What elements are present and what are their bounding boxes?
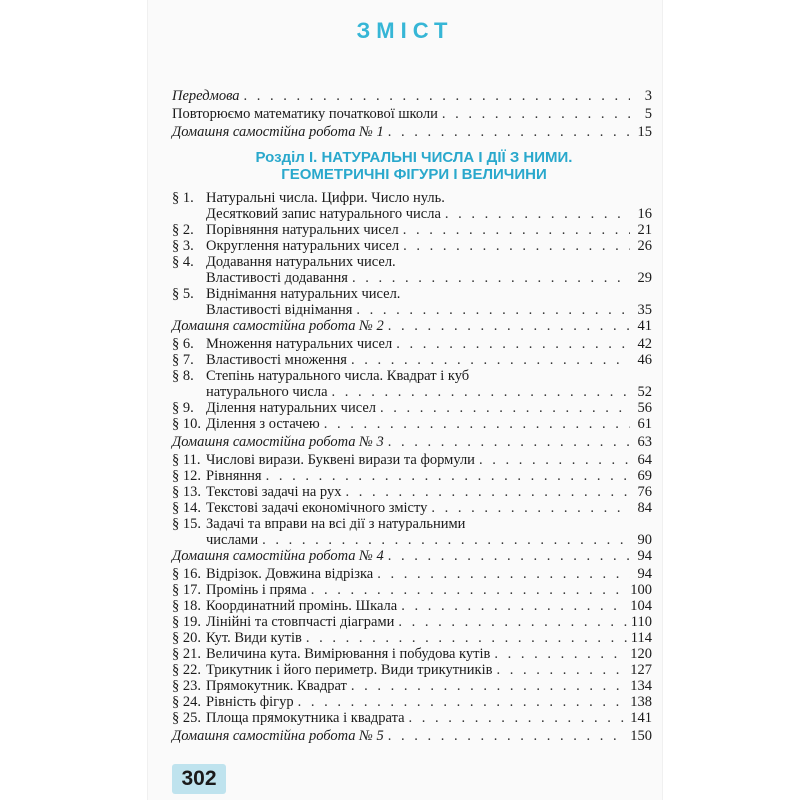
toc-entry-page: 15 [637,124,652,140]
dot-leader [403,238,630,254]
toc-entry-page: 138 [630,694,652,710]
toc-entry-title: Домашня самостійна робота № 1 [172,124,384,140]
toc-entry-title: Домашня самостійна робота № 5 [172,728,384,744]
toc-entry-title: Віднімання натуральних чисел. [206,286,401,302]
toc-entry-page: 150 [630,728,652,744]
section-number: § 14. [172,500,201,516]
dot-leader [351,678,626,694]
section-number: § 19. [172,614,201,630]
toc-entry-page: 114 [630,630,652,646]
toc-entry-title: Передмова [172,88,240,104]
dot-leader [388,124,630,140]
toc-entry-page: 29 [637,270,652,286]
toc-entry-page: 127 [630,662,652,678]
dot-leader [496,662,626,678]
dot-leader [298,694,627,710]
toc-entry-page: 90 [637,532,652,548]
toc-entry-title: Трикутник і його периметр. Види трикутників [206,662,493,678]
toc-entry-title: Задачі та вправи на всі дії з натуральними [206,516,466,532]
toc-entry-title: Прямокутник. Квадрат [206,678,347,694]
section-heading-line1: Розділ І. НАТУРАЛЬНІ ЧИСЛА І ДІЇ З НИМИ. [255,149,573,166]
dot-leader [401,598,626,614]
section-number: § 15. [172,516,201,532]
toc-entry-title-cont: Властивості додавання [206,270,348,286]
toc-entry-title: Координатний промінь. Шкала [206,598,398,614]
toc-entry-title: Кут. Види кутів [206,630,302,646]
toc-entry-page: 26 [637,238,652,254]
dot-leader [388,434,630,450]
toc-entry-page: 141 [630,710,652,726]
dot-leader [396,336,630,352]
section-number: § 12. [172,468,201,484]
section-number: § 7. [172,352,194,368]
toc-entry-page: 61 [637,416,652,432]
toc-entry-page: 104 [630,598,652,614]
dot-leader [388,548,630,564]
toc-entry-title: Степінь натурального числа. Квадрат і куб [206,368,470,384]
toc-entry-page: 84 [637,500,652,516]
dot-leader [403,222,630,238]
section-number: § 3. [172,238,194,254]
dot-leader [345,484,630,500]
section-number: § 10. [172,416,201,432]
dot-leader [352,270,630,286]
toc-entry-title: Натуральні числа. Цифри. Число нуль. [206,190,445,206]
page-title: ЗМІСТ [356,18,454,43]
dot-leader [442,106,630,122]
section-number: § 5. [172,286,194,302]
toc-entry-title: Домашня самостійна робота № 4 [172,548,384,564]
toc-entry-title: Відрізок. Довжина відрізка [206,566,374,582]
toc-entry-title: Числові вирази. Буквені вирази та формули [206,452,475,468]
toc-entry-page: 120 [630,646,652,662]
toc-entry-page: 76 [637,484,652,500]
toc-entry-title: Домашня самостійна робота № 3 [172,434,384,450]
dot-leader [479,452,630,468]
toc-entry-title: Лінійні та стовпчасті діаграми [206,614,395,630]
dot-leader [262,532,630,548]
section-number: § 1. [172,190,194,206]
section-number: § 18. [172,598,201,614]
toc-entry-title: Промінь і пряма [206,582,307,598]
dot-leader [494,646,626,662]
toc-entry-title: Властивості множення [206,352,347,368]
dot-leader [377,566,630,582]
page-number: 302 [172,764,226,794]
dot-leader [380,400,630,416]
section-number: § 23. [172,678,201,694]
toc-entry-page: 100 [630,582,652,598]
dot-leader [431,500,630,516]
dot-leader [332,384,630,400]
toc-entry-title-cont: натурального числа [206,384,328,400]
toc-entry-page: 5 [644,106,652,122]
toc-entry-page: 21 [637,222,652,238]
toc-entry-title: Рівняння [206,468,262,484]
toc-entry-title-cont: Десятковий запис натурального числа [206,206,441,222]
toc-entry-title: Додавання натуральних чисел. [206,254,396,270]
section-number: § 11. [172,452,201,468]
toc-entry-page: 63 [637,434,652,450]
toc-entry-page: 110 [630,614,652,630]
section-heading [168,149,660,183]
dot-leader [445,206,630,222]
toc-entry-page: 134 [630,678,652,694]
toc-entry-title: Площа прямокутника і квадрата [206,710,405,726]
toc-entry-page: 52 [637,384,652,400]
toc-entry-page: 16 [637,206,652,222]
section-number: § 8. [172,368,194,384]
toc-entry-page: 94 [637,566,652,582]
toc-entry-title: Порівняння натуральних чисел [206,222,399,238]
toc-entry-title: Рівність фігур [206,694,294,710]
toc-entry-title: Ділення натуральних чисел [206,400,377,416]
section-number: § 17. [172,582,201,598]
dot-leader [311,582,627,598]
dot-leader [398,614,626,630]
toc-entry-title: Повторюємо математику початкової школи [172,106,438,122]
toc-entry-page: 42 [637,336,652,352]
section-number: § 6. [172,336,194,352]
toc-entry-title: Ділення з остачею [206,416,320,432]
dot-leader [388,318,630,334]
section-number: § 16. [172,566,201,582]
section-number: § 4. [172,254,194,270]
dot-leader [306,630,627,646]
section-number: § 25. [172,710,201,726]
section-number: § 2. [172,222,194,238]
toc-entry-page: 56 [637,400,652,416]
section-number: § 13. [172,484,201,500]
dot-leader [244,88,630,104]
toc-entry-page: 3 [644,88,652,104]
toc-entry-title: Домашня самостійна робота № 2 [172,318,384,334]
toc-entry-title: Множення натуральних чисел [206,336,393,352]
dot-leader [266,468,630,484]
toc-entry-page: 64 [637,452,652,468]
dot-leader [324,416,630,432]
section-number: § 20. [172,630,201,646]
toc-entry-page: 46 [637,352,652,368]
toc-entry-page: 69 [637,468,652,484]
dot-leader [356,302,630,318]
section-number: § 21. [172,646,201,662]
dot-leader [351,352,630,368]
section-number: § 24. [172,694,201,710]
toc-entry-title: Текстові задачі економічного змісту [206,500,428,516]
section-number: § 22. [172,662,201,678]
toc-entry-title: Округлення натуральних чисел [206,238,400,254]
dot-leader [388,728,627,744]
toc-entry-title: Величина кута. Вимірювання і побудова кутів [206,646,491,662]
toc-entry-title-cont: числами [206,532,259,548]
toc-entry-title-cont: Властивості віднімання [206,302,353,318]
toc-entry-title: Текстові задачі на рух [206,484,342,500]
dot-leader [409,710,627,726]
section-heading-line2: ГЕОМЕТРИЧНІ ФІГУРИ І ВЕЛИЧИНИ [281,166,547,183]
toc-entry-page: 35 [637,302,652,318]
section-number: § 9. [172,400,194,416]
toc-entry-page: 41 [637,318,652,334]
toc-entry-page: 94 [637,548,652,564]
